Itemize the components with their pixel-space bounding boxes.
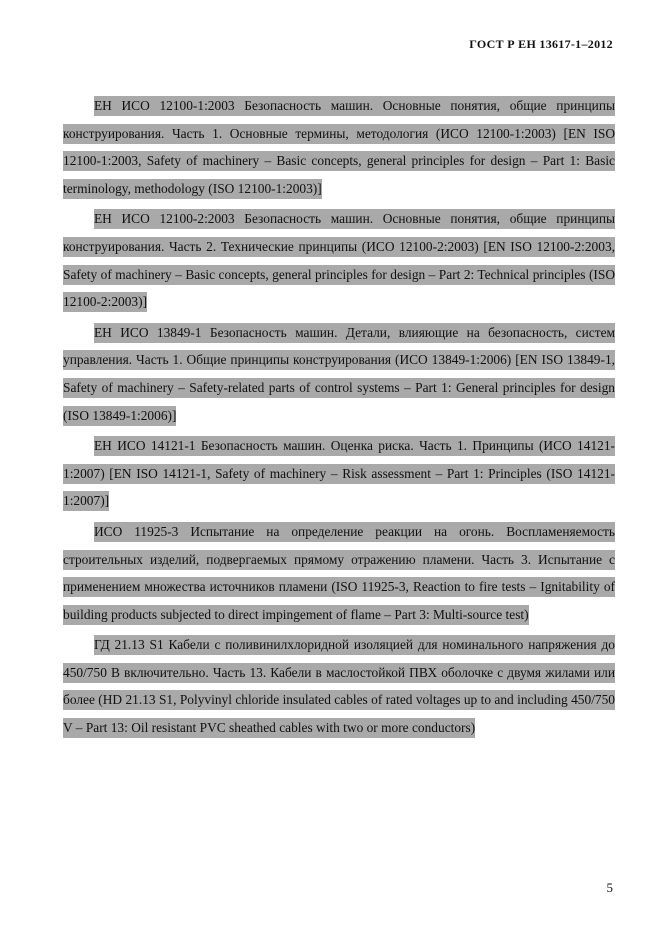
reference-item [63,205,615,315]
reference-text: ЕН ИСО 14121-1 Безопасность машин. Оценка риска. Часть 1. Принципы (ИСО 14121-1:2007) [EN ISO 14121-1, Safety of machinery – Risk assessment – Part 1: Principles (ISO 14121-1:2007)] [63,436,615,511]
reference-item [63,631,615,741]
reference-text: ЕН ИСО 12100-2:2003 Безопасность машин. Основные понятия, общие принципы конструирования. Часть 2. Технические принципы (ИСО 12100-2:2003) [EN ISO 12100-2:2003, Safety of machinery – Basic concepts, general principles for design – Part 2: Technical principles (ISO 12100-2:2003)] [63,209,615,312]
reference-item [63,518,615,628]
reference-item [63,432,615,515]
reference-text: ЕН ИСО 12100-1:2003 Безопасность машин. Основные понятия, общие принципы конструирования. Часть 1. Основные термины, методология (ИСО 12100-1:2003) [EN ISO 12100-1:2003, Safety of machinery – Basic concepts, general principles for design – Part 1: Basic terminology, methodology (ISO 12100-1:2003)] [63,96,615,199]
document-header: ГОСТ Р ЕН 13617-1–2012 [469,37,613,51]
reference-item [63,92,615,202]
reference-text: ИСО 11925-3 Испытание на определение реакции на огонь. Воспламеняемость строительных изделий, подвергаемых прямому отражению пламени. Часть 3. Испытание с применением множества источников пламени (ISO 11925-3, Reaction to fire tests – Ignitability of building products subjected to direct impingement of flame – Part 3: Multi-source test) [63,522,615,625]
references-list [63,92,615,745]
reference-text: ГД 21.13 S1 Кабели с поливинилхлоридной изоляцией для номинального напряжения до 450/750 В включительно. Часть 13. Кабели в маслостойкой ПВХ оболочке с двумя жилами или более (HD 21.13 S1, Polyvinyl chloride insulated cables of rated voltages up to and including 450/750 V – Part 13: Oil resistant PVC sheathed cables with two or more conductors) [63,635,615,738]
page-number: 5 [606,880,613,895]
reference-text: ЕН ИСО 13849-1 Безопасность машин. Детали, влияющие на безопасность, систем управления. Часть 1. Общие принципы конструирования (ИСО 13849-1:2006) [EN ISO 13849-1, Safety of machinery – Safety-related parts of control systems – Part 1: General principles for design (ISO 13849-1:2006)] [63,323,615,426]
reference-item [63,319,615,429]
